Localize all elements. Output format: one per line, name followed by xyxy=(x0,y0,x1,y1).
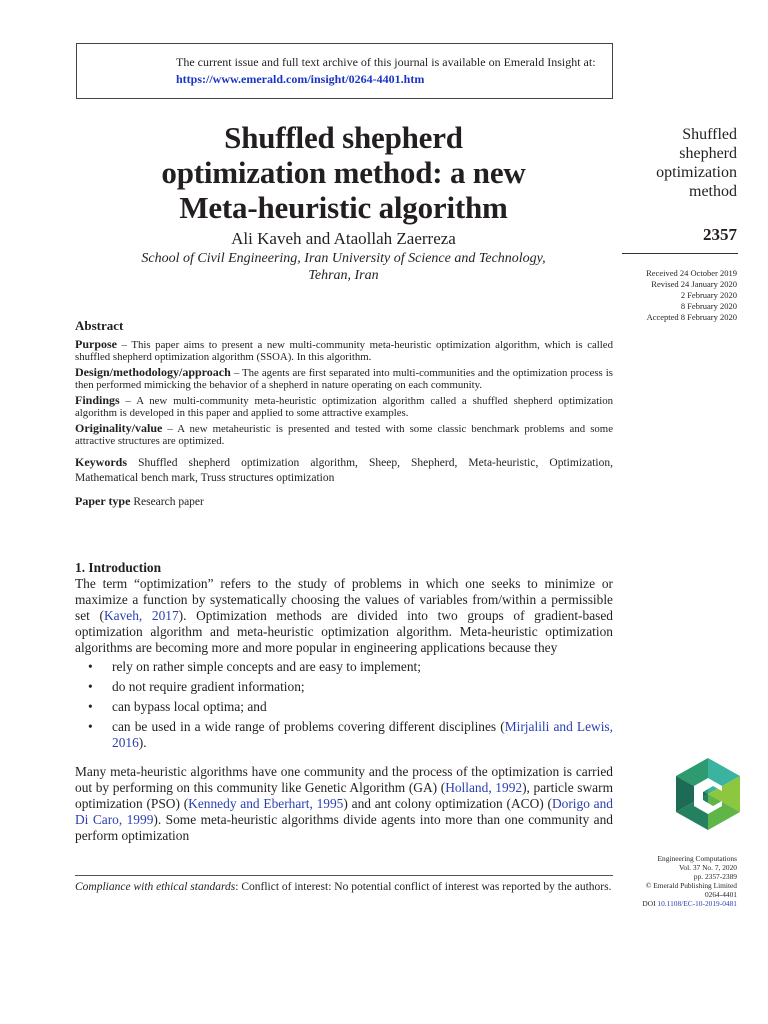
journal-issn: 0264-4401 xyxy=(704,890,737,899)
originality-label: Originality/value xyxy=(75,421,163,435)
intro-p1-text: The term “optimization” refers to the study of problems in which one seeks to minimize or maximize a function by systematically choosing the values of variables from/within a permissible set ( xyxy=(75,576,613,623)
list-item: • rely on rather simple concepts and are easy to implement; xyxy=(75,659,613,675)
journal-volume: Vol. 37 No. 7, 2020 xyxy=(679,863,737,872)
journal-doi xyxy=(642,899,737,908)
title-line-3: Meta-heuristic algorithm xyxy=(179,190,508,225)
date-revised-3: 8 February 2020 xyxy=(680,301,737,311)
date-revised-2: 2 February 2020 xyxy=(680,290,737,300)
citation-link[interactable]: Kaveh, 2017 xyxy=(103,608,179,623)
abstract-originality xyxy=(75,422,613,447)
journal-name: Engineering Computations xyxy=(657,854,737,863)
introduction-section xyxy=(75,560,613,844)
intro-paragraph-1 xyxy=(75,576,613,656)
journal-publisher: © Emerald Publishing Limited xyxy=(645,881,737,890)
purpose-label: Purpose xyxy=(75,337,117,351)
citation-link[interactable]: Dorigo and Di Caro, 1999 xyxy=(75,796,613,827)
citation-link[interactable]: Holland, 1992 xyxy=(445,780,523,795)
purpose-text: – This paper aims to present a new multi-community meta-heuristic optimization algorithm, which is called shuffled shepherd optimization algorithm (SSOA). In this algorithm. xyxy=(75,339,613,363)
affiliation-line-1: School of Civil Engineering, Iran University of Science and Technology, xyxy=(141,251,546,266)
doi-label: DOI xyxy=(642,899,658,908)
date-revised: Revised 24 January 2020 xyxy=(651,279,737,289)
paper-type xyxy=(75,495,613,508)
abstract-heading: Abstract xyxy=(75,318,124,333)
date-accepted: Accepted 8 February 2020 xyxy=(646,312,737,322)
margin-divider xyxy=(622,253,738,254)
abstract-section xyxy=(75,320,613,511)
footnote-text: : Conflict of interest: No potential conflict of interest was reported by the authors. xyxy=(235,881,612,893)
journal-pages: pp. 2357-2389 xyxy=(693,872,737,881)
keywords-label: Keywords xyxy=(75,455,127,469)
running-title xyxy=(607,125,737,201)
paper-type-label: Paper type xyxy=(75,494,131,508)
affiliation xyxy=(80,250,607,284)
advantages-list xyxy=(75,659,613,751)
findings-label: Findings xyxy=(75,393,120,407)
list-item: • do not require gradient information; xyxy=(75,679,613,695)
authors: Ali Kaveh and Ataollah Zaerreza xyxy=(231,229,456,248)
affiliation-line-2: Tehran, Iran xyxy=(308,268,379,283)
article-dates xyxy=(646,268,737,323)
list-item-text: can be used in a wide range of problems covering different disciplines ( xyxy=(112,719,505,734)
abstract-purpose xyxy=(75,338,613,363)
originality-text: – A new metaheuristic is presented and tested with some classic benchmark problems and some attractive structures are optimized. xyxy=(75,423,613,447)
list-item-end: ). xyxy=(138,735,147,750)
list-item: • can bypass local optima; and xyxy=(75,699,613,715)
article-title xyxy=(80,120,607,225)
running-title-line: optimization xyxy=(656,164,737,181)
title-line-2: optimization method: a new xyxy=(161,155,526,190)
intro-p2-text: ), particle swarm optimization (PSO) ( xyxy=(75,780,613,811)
journal-info xyxy=(642,854,737,908)
journal-url-link[interactable]: https://www.emerald.com/insight/0264-4401.htm xyxy=(176,72,425,86)
doi-link[interactable]: 10.1108/EC-10-2019-0481 xyxy=(657,899,737,908)
page-number: 2357 xyxy=(703,225,737,244)
abstract-findings xyxy=(75,394,613,419)
intro-p2-text: ) and ant colony optimization (ACO) ( xyxy=(343,796,552,811)
running-title-line: Shuffled xyxy=(682,126,737,143)
citation-link[interactable]: Kennedy and Eberhart, 1995 xyxy=(188,796,344,811)
title-line-1: Shuffled shepherd xyxy=(224,120,463,155)
availability-text: The current issue and full text archive of this journal is available on Emerald Insight at: xyxy=(176,55,596,69)
list-item xyxy=(75,719,613,751)
introduction-heading: 1. Introduction xyxy=(75,560,162,575)
ethics-footnote xyxy=(75,880,613,895)
footnote-divider xyxy=(75,875,613,876)
abstract-design xyxy=(75,366,613,391)
emerald-publishing-logo-icon xyxy=(676,758,740,830)
intro-p1-text: ). Optimization methods are divided into two groups of gradient-based optimization algorithm and meta-heuristic optimization algorithm. Meta-heuristic optimization algorithms are becoming more and more popular in engineering applications because they xyxy=(75,608,613,655)
journal-availability-box xyxy=(76,43,613,99)
intro-paragraph-2 xyxy=(75,764,613,844)
intro-p2-text: Many meta-heuristic algorithms have one community and the process of the optimization is carried out by performing on this community like Genetic Algorithm (GA) ( xyxy=(75,764,613,795)
keywords-text: Shuffled shepherd optimization algorithm, Sheep, Shepherd, Meta-heuristic, Optimization, Mathematical bench mark, Truss structures optimization xyxy=(75,457,613,484)
keywords xyxy=(75,455,613,486)
findings-text: – A new multi-community meta-heuristic optimization algorithm called a shuffled shepherd optimization algorithm is developed in this paper and applied to some attractive examples. xyxy=(75,395,613,419)
paper-type-text: Research paper xyxy=(130,496,204,508)
design-label: Design/methodology/approach xyxy=(75,365,231,379)
running-title-line: method xyxy=(689,183,737,200)
running-title-line: shepherd xyxy=(679,145,737,162)
design-text: – The agents are first separated into multi-communities and the optimization process is then performed mimicking the behavior of a shepherd in nature operating on each community. xyxy=(75,367,613,391)
intro-p2-text: ). Some meta-heuristic algorithms divide agents into more than one community and perform optimization xyxy=(75,812,613,843)
footnote-label: Compliance with ethical standards xyxy=(75,881,236,893)
date-received: Received 24 October 2019 xyxy=(646,268,737,278)
citation-link[interactable]: Mirjalili and Lewis, 2016 xyxy=(112,719,613,750)
